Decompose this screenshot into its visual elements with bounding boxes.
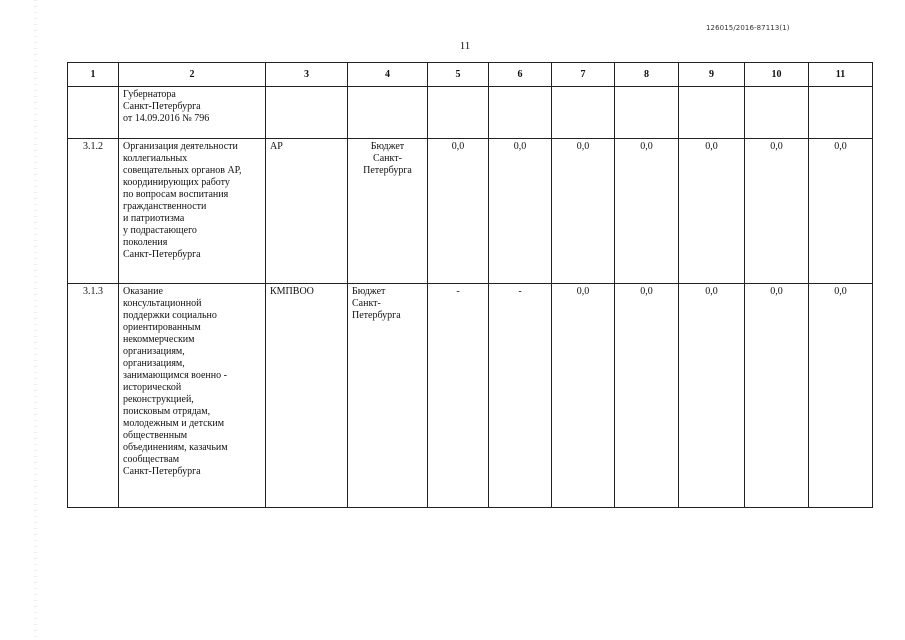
row-executor: КМПВОО (266, 284, 348, 508)
column-header-6: 6 (489, 63, 552, 87)
row-value-10: 0,0 (745, 139, 809, 284)
row-value-9: 0,0 (679, 139, 745, 284)
row-value-9: 0,0 (679, 284, 745, 508)
row-value-8: 0,0 (615, 139, 679, 284)
row-value-10 (745, 87, 809, 139)
column-header-1: 1 (68, 63, 119, 87)
document-reference-number: 126015/2016-87113(1) (706, 24, 790, 32)
page-number: 11 (459, 40, 471, 52)
row-description (119, 284, 266, 508)
column-header-11: 11 (809, 63, 873, 87)
row-code: 3.1.2 (68, 139, 119, 284)
column-header-2: 2 (119, 63, 266, 87)
table-row (68, 139, 873, 284)
row-executor (266, 87, 348, 139)
row-description (119, 87, 266, 139)
row-funding-source-text: Бюджет Санкт- Петербурга (352, 286, 401, 321)
table-row (68, 284, 873, 508)
row-value-5: 0,0 (428, 139, 489, 284)
row-executor: АР (266, 139, 348, 284)
row-value-8: 0,0 (615, 284, 679, 508)
scan-margin-specks (34, 0, 37, 640)
table-row (68, 87, 873, 139)
row-value-9 (679, 87, 745, 139)
row-value-6: 0,0 (489, 139, 552, 284)
row-funding-source (348, 87, 428, 139)
column-header-5: 5 (428, 63, 489, 87)
budget-table (67, 62, 873, 508)
row-description-text: Организация деятельности коллегиальных совещательных органов АР, координирующих работу по вопросам воспитания гражданственности и патриотизма у подрастающего поколения Санкт-Петербурга (123, 141, 242, 260)
row-funding-source (348, 139, 428, 284)
row-description-text: Губернатора Санкт-Петербурга от 14.09.2016 № 796 (123, 89, 210, 124)
row-funding-source-text: Бюджет Санкт- Петербурга (363, 141, 412, 176)
row-value-6: - (489, 284, 552, 508)
row-code: 3.1.3 (68, 284, 119, 508)
row-value-5: - (428, 284, 489, 508)
row-value-11: 0,0 (809, 284, 873, 508)
column-header-10: 10 (745, 63, 809, 87)
row-value-6 (489, 87, 552, 139)
row-value-7: 0,0 (552, 284, 615, 508)
row-description-text: Оказание консультационной поддержки социально ориентированным некоммерческим организациям, организациям, занимающимся военно - исторической реконструкцией, поисковым отрядам, молодежным и детским общественным объединениям, казачьим сообществам Санкт-Петербурга (123, 286, 228, 477)
row-value-7: 0,0 (552, 139, 615, 284)
row-value-11 (809, 87, 873, 139)
column-header-9: 9 (679, 63, 745, 87)
row-value-11: 0,0 (809, 139, 873, 284)
row-value-8 (615, 87, 679, 139)
column-header-8: 8 (615, 63, 679, 87)
row-funding-source (348, 284, 428, 508)
row-value-5 (428, 87, 489, 139)
row-value-10: 0,0 (745, 284, 809, 508)
row-value-7 (552, 87, 615, 139)
row-description (119, 139, 266, 284)
table-header-row (68, 63, 873, 87)
column-header-4: 4 (348, 63, 428, 87)
column-header-7: 7 (552, 63, 615, 87)
row-code (68, 87, 119, 139)
column-header-3: 3 (266, 63, 348, 87)
